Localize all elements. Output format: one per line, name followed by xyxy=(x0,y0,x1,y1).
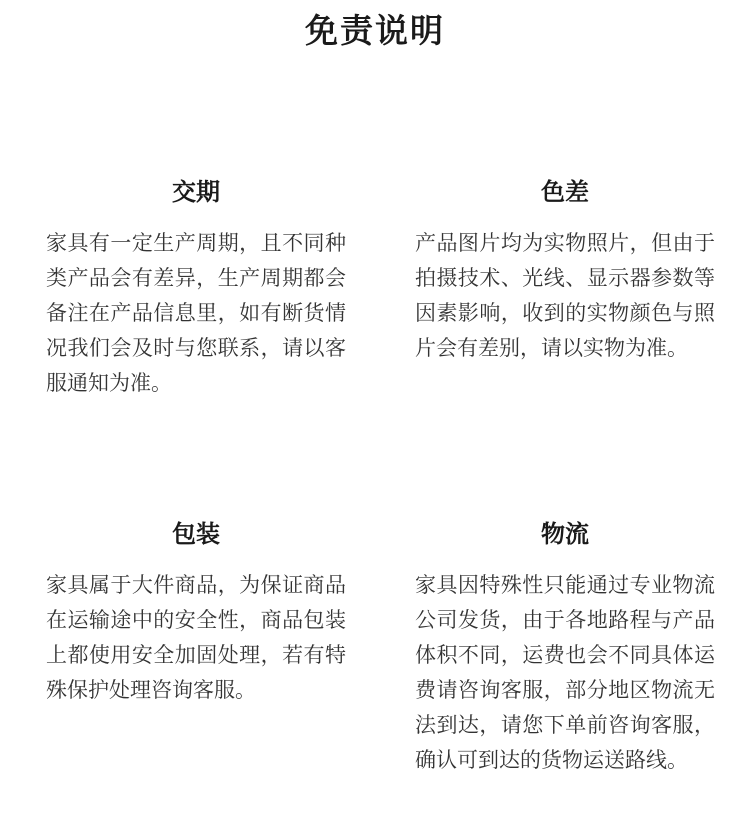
section-color-difference-title: 色差 xyxy=(541,178,589,206)
section-lead-time-title: 交期 xyxy=(172,178,220,206)
section-logistics xyxy=(415,517,715,778)
section-packaging-title: 包装 xyxy=(172,520,220,548)
section-logistics-title: 物流 xyxy=(541,520,589,548)
page-title: 免责说明 xyxy=(305,11,445,50)
section-color-difference-body: 产品图片均为实物照片，但由于拍摄技术、光线、显示器参数等因素影响，收到的实物颜色与照片会有差别，请以实物为准。 xyxy=(415,231,715,360)
section-lead-time xyxy=(46,175,346,401)
section-color-difference xyxy=(415,175,715,366)
section-logistics-body: 家具因特殊性只能通过专业物流公司发货，由于各地路程与产品体积不同，运费也会不同具体运费请咨询客服，部分地区物流无法到达，请您下单前咨询客服，确认可到达的货物运送路线。 xyxy=(415,573,715,772)
section-lead-time-body: 家具有一定生产周期，且不同种类产品会有差异，生产周期都会备注在产品信息里，如有断货情况我们会及时与您联系，请以客服通知为准。 xyxy=(46,231,346,395)
section-packaging xyxy=(46,517,346,708)
section-packaging-body: 家具属于大件商品，为保证商品在运输途中的安全性，商品包装上都使用安全加固处理，若有特殊保护处理咨询客服。 xyxy=(46,573,346,702)
